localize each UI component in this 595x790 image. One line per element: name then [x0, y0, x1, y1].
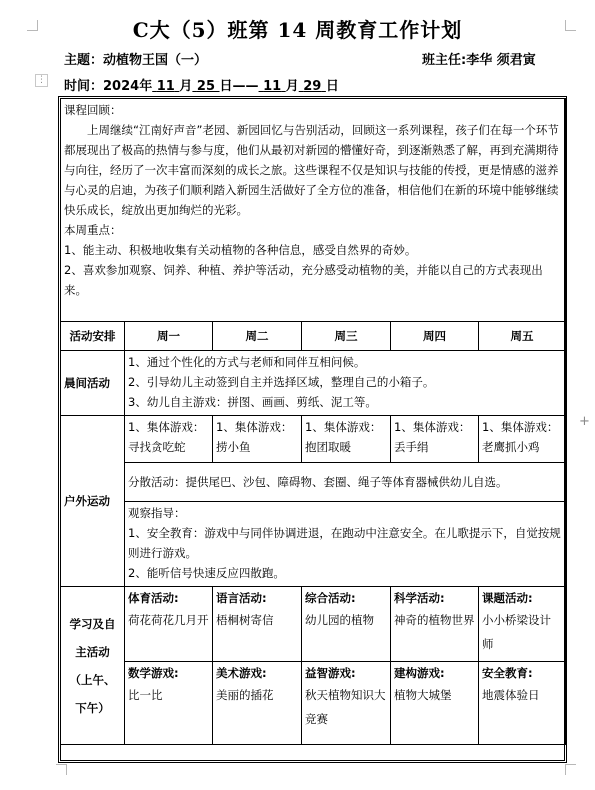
outdoor-games-row [61, 416, 566, 463]
outdoor-game-name: 捞小鱼 [216, 440, 251, 454]
time-line [64, 75, 339, 94]
outdoor-game-name: 寻找贪吃蛇 [128, 440, 186, 454]
crop-mark-bottom-right [565, 764, 576, 775]
theme-value: 动植物王国（一） [103, 53, 208, 68]
study-tuesday-2[interactable] [213, 662, 302, 745]
morning-cell[interactable] [125, 351, 566, 416]
day-char: 日 [325, 79, 339, 94]
plan-table [60, 98, 566, 745]
day-separator: 日—— [219, 79, 259, 94]
study-friday-2[interactable] [479, 662, 566, 745]
study-activity-head: 课题活动: [482, 591, 533, 605]
table-move-handle-icon[interactable]: ⋮ [37, 75, 46, 85]
time-label: 时间： [64, 79, 104, 94]
study-activity-body: 植物大城堡 [394, 688, 452, 702]
morning-label: 晨间活动 [61, 351, 125, 416]
theme-line [64, 49, 207, 68]
theme-label: 主题： [64, 53, 104, 68]
start-month: 11 [156, 79, 175, 94]
header-row [61, 322, 566, 351]
morning-item-2: 2、引导幼儿主动签到自主并选择区域，整理自己的小箱子。 [128, 375, 435, 389]
header-thursday: 周四 [391, 322, 479, 351]
review-cell[interactable] [61, 99, 566, 322]
study-activity-body: 美丽的插花 [216, 688, 274, 702]
study-activity-body: 地震体验日 [482, 688, 540, 702]
focus-item-1: 1、能主动、积极地收集有关动植物的各种信息，感受自然界的奇妙。 [64, 243, 417, 257]
morning-row [61, 351, 566, 416]
study-activity-head: 体育活动: [128, 591, 179, 605]
header-tuesday: 周二 [213, 322, 302, 351]
year-part: 2024年 [103, 79, 153, 94]
morning-item-3: 3、幼儿自主游戏：拼图、画画、剪纸、泥工等。 [128, 395, 377, 409]
guide-label: 观察指导： [128, 506, 186, 520]
study-activity-head: 综合活动: [305, 591, 356, 605]
outdoor-game-monday[interactable] [125, 416, 213, 463]
outdoor-game-name: 抱团取暖 [305, 440, 351, 454]
outdoor-game-head: 1、集体游戏： [128, 420, 205, 434]
teacher-line [422, 49, 536, 68]
study-activity-body: 比一比 [128, 688, 163, 702]
study-row-2 [61, 662, 566, 745]
outdoor-game-head: 1、集体游戏： [305, 420, 382, 434]
study-activity-body: 秋天植物知识大竞赛 [305, 688, 386, 726]
review-row [61, 99, 566, 322]
crop-mark-bottom-left [56, 764, 67, 775]
outdoor-game-name: 老鹰抓小鸡 [482, 440, 540, 454]
study-wednesday-2[interactable] [302, 662, 391, 745]
month-char: 月 [179, 79, 193, 94]
guide-item-2: 2、能听信号快速反应四散跑。 [128, 566, 285, 580]
study-thursday-2[interactable] [391, 662, 479, 745]
study-activity-head: 益智游戏: [305, 666, 356, 680]
start-day: 25 [196, 79, 215, 94]
outdoor-game-head: 1、集体游戏： [394, 420, 471, 434]
study-activity-body: 小小桥梁设计师 [482, 613, 551, 651]
study-row-1 [61, 587, 566, 662]
study-activity-head: 美术游戏: [216, 666, 267, 680]
guide-item-1: 1、安全教育：游戏中与同伴协调进退，在跑动中注意安全。在儿歌提示下，自觉按规则进行游戏。 [128, 526, 561, 560]
study-activity-body: 梧桐树寄信 [216, 613, 274, 627]
study-tuesday-1[interactable] [213, 587, 302, 662]
review-label: 课程回顾： [64, 103, 122, 117]
focus-item-2: 2、喜欢参加观察、饲养、种植、养护等活动，充分感受动植物的美，并能以自己的方式表现出来。 [64, 263, 543, 297]
outdoor-scattered-cell[interactable]: 分散活动：提供尾巴、沙包、障碍物、套圈、绳子等体育器械供幼儿自选。 [125, 463, 566, 502]
outdoor-game-wednesday[interactable] [302, 416, 391, 463]
study-activity-head: 科学活动: [394, 591, 445, 605]
outdoor-game-tuesday[interactable] [213, 416, 302, 463]
study-wednesday-1[interactable] [302, 587, 391, 662]
study-label-line-2: 主活动 [75, 644, 110, 659]
study-activity-head: 语言活动: [216, 591, 267, 605]
outdoor-game-thursday[interactable] [391, 416, 479, 463]
outdoor-label: 户外运动 [61, 416, 125, 587]
study-thursday-1[interactable] [391, 587, 479, 662]
month-char-2: 月 [285, 79, 299, 94]
study-label-line-3: （上午、 [69, 672, 116, 687]
study-activity-body: 神奇的植物世界 [394, 613, 475, 627]
teacher-label: 班主任: [422, 53, 467, 68]
focus-label: 本周重点： [64, 223, 122, 237]
review-text: 上周继续“江南好声音”老园、新园回忆与告别活动，回顾这一系列课程，孩子们在每一个环节都展现出了极高的热情与参与度，他们从最初对新园的懵懂好奇，到逐渐熟悉了解，再到充满期待与向往，经历了一次丰富而深刻的成长之旅。这些课程不仅是知识与技能的传授，更是情感的滋养与心灵的启迪，为孩子们顺利踏入新园生活做好了全方位的准备，相信他们在新的环境中能够继续快乐成长，绽放出更加绚烂的光彩。 [64, 123, 559, 217]
study-label-line-4: 下午） [75, 700, 110, 715]
outdoor-game-friday[interactable] [479, 416, 566, 463]
header-monday: 周一 [125, 322, 213, 351]
header-activity: 活动安排 [61, 322, 125, 351]
outdoor-game-name: 丢手绢 [394, 440, 429, 454]
study-activity-head: 建构游戏: [394, 666, 445, 680]
outdoor-guide-row [61, 502, 566, 587]
outdoor-scattered-row [61, 463, 566, 502]
study-label-line-1: 学习及自 [69, 616, 116, 631]
study-activity-body: 幼儿园的植物 [305, 613, 374, 627]
study-activity-head: 数学游戏: [128, 666, 179, 680]
header-friday: 周五 [479, 322, 566, 351]
outdoor-guide-cell[interactable] [125, 502, 566, 587]
add-row-icon[interactable]: + [579, 414, 590, 429]
morning-item-1: 1、通过个性化的方式与老师和同伴互相问候。 [128, 355, 366, 369]
outdoor-game-head: 1、集体游戏： [216, 420, 293, 434]
study-monday-2[interactable] [125, 662, 213, 745]
study-label [61, 587, 125, 745]
study-friday-1[interactable] [479, 587, 566, 662]
study-monday-1[interactable] [125, 587, 213, 662]
header-wednesday: 周三 [302, 322, 391, 351]
outdoor-game-head: 1、集体游戏： [482, 420, 559, 434]
end-day: 29 [303, 79, 322, 94]
end-month: 11 [263, 79, 282, 94]
teacher-value: 李华 须君寅 [466, 53, 536, 68]
study-activity-head: 安全教育: [482, 666, 533, 680]
document-title: C大（5）班第 14 周教育工作计划 [132, 18, 463, 42]
study-activity-body: 荷花荷花几月开 [128, 613, 209, 627]
